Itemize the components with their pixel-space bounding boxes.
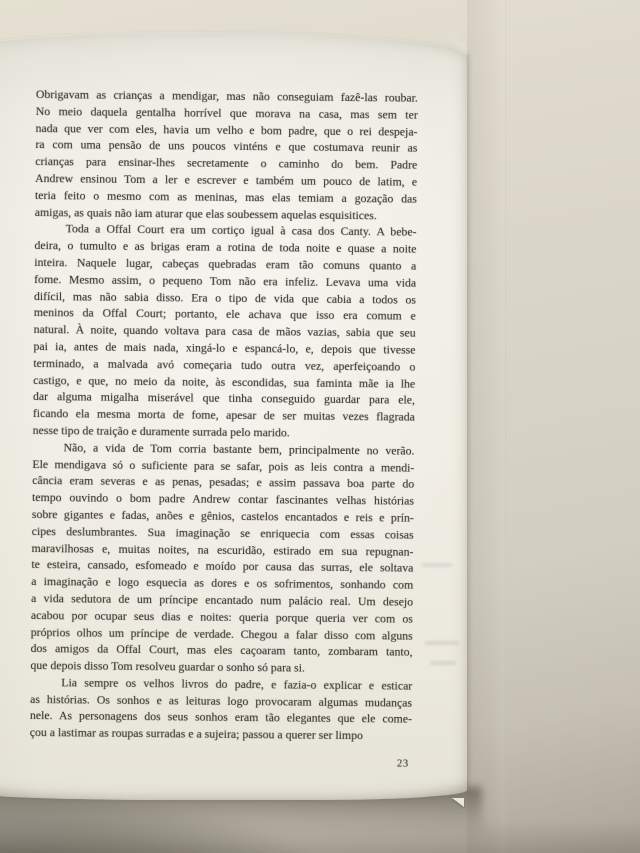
book-page (0, 33, 467, 800)
text-line: sobre gigantes e fadas, anões e gênios, castelos encantados e reis e prín- (31, 506, 414, 525)
page-corner-fold (445, 33, 467, 55)
text-line: cância eram severas e as penas, pesadas; e assim passava boa parte do (32, 473, 415, 491)
text-line: as histórias. Os sonhos e as leituras logo provocaram algumas mudanças (30, 691, 413, 710)
text-line: que depois disso Tom resolveu guardar o sonho só para si. (30, 658, 306, 675)
text-line: Ele mendigava só o suficiente para se safar, pois as leis contra a mendi- (32, 456, 415, 475)
paragraph (33, 220, 417, 442)
text-line: difícil, mas não sabia disso. Era o tipo de vida que cabia a todos os (33, 288, 417, 307)
text-line: Obrigavam as crianças a mendigar, mas não conseguiam fazê-las roubar. (35, 86, 418, 105)
text-line: deira, o tumulto e as brigas eram a rotina de toda noite e quase a noite (34, 238, 417, 256)
text-line: ra com uma pensão de uns poucos vinténs e que costumava reunir as (35, 137, 418, 156)
text-line: Andrew ensinou Tom a ler e escrever e também um pouco de latim, e (35, 170, 418, 189)
paragraph (30, 439, 414, 678)
page-corner-curl (452, 798, 464, 807)
text-line: dos amigos da Offal Court, mas eles caçoaram tanto, zombaram tanto, (30, 641, 413, 659)
text-line: ficando ela mesma morta de fome, apesar de ser muitas vezes flagrada (32, 406, 415, 424)
text-line: Lia sempre os velhos livros do padre, e fazia-o explicar e esticar (61, 675, 413, 693)
text-line: cipes deslumbrantes. Sua imaginação se enriquecia com essas coisas (31, 523, 414, 542)
text-line: maravilhosas e, muitas noites, na escuridão, estirado em sua repugnan- (31, 540, 414, 559)
text-line: nele. As personagens dos seus sonhos eram tão elegantes que ele come- (29, 708, 413, 727)
text-line: a vida sedutora de um príncipe encantado num palácio real. Um desejo (31, 590, 414, 609)
text-line: Não, a vida de Tom corria bastante bem, principalmente no verão. (63, 440, 415, 458)
page-number: 23 (396, 757, 409, 770)
text-line: crianças para ensinar-lhes secretamente o caminho do bem. Padre (35, 154, 418, 172)
text-line: castigo, e que, no meio da noite, às escondidas, sua faminta mãe ia lhe (33, 372, 416, 391)
text-line: dar alguma migalha miserável que tinha conseguido guardar para ele, (32, 389, 416, 407)
text-line: tempo ouvindo o bom padre Andrew contar fascinantes velhas histórias (31, 490, 415, 508)
text-block (29, 86, 418, 773)
paragraph (30, 674, 413, 745)
text-line: Toda a Offal Court era um cortiço igual à casa dos Canty. A bebe- (65, 221, 417, 240)
text-line: amigas, as quais não iam aturar que elas soubessem aquelas esquisitices. (34, 204, 377, 222)
text-line: fome. Mesmo assim, o pequeno Tom não era infeliz. Levava uma vida (34, 271, 417, 290)
text-line: nada que ver com eles, havia um velho e bom padre, que o rei despeja- (35, 120, 418, 139)
text-line: No meio daquela gentalha horrível que morava na casa, mas sem ter (35, 103, 418, 122)
text-line: a imaginação e logo esquecia as dores e os sofrimentos, sonhando com (31, 574, 414, 592)
paragraph (35, 86, 418, 224)
text-line: natural. À noite, quando voltava para casa de mãos vazias, sabia que seu (33, 322, 416, 340)
ink-showthrough (425, 641, 459, 645)
text-line: teria feito o mesmo com as meninas, mas elas temiam a gozação das (34, 187, 418, 206)
bottom-vignette (0, 820, 640, 853)
text-line: pai ia, antes de mais nada, xingá-lo e espancá-lo, e, depois que tivesse (33, 338, 416, 357)
text-line: terminado, a malvada avó começaria tudo outra vez, aperfeiçoando o (33, 355, 416, 374)
text-line: çou a lastimar as roupas surradas e a sujeira; passou a querer ser limpo (29, 725, 364, 743)
ink-showthrough (422, 563, 452, 567)
text-line: meninos da Offal Court; portanto, ele achava que isso era comum e (33, 305, 416, 324)
wall-shading (467, 0, 505, 853)
text-line: inteira. Naquele lugar, cabeças quebradas eram tão comuns quanto a (34, 254, 417, 273)
text-line: próprios olhos um príncipe de verdade. Chegou a falar disso com alguns (30, 624, 413, 643)
text-line: nesse tipo de traição e duramente surrada pelo marido. (32, 422, 290, 440)
ink-showthrough (430, 661, 456, 665)
text-line: acabou por ocupar seus dias e noites: queria porque queria ver com os (30, 607, 413, 626)
wall-seam (505, 0, 507, 853)
text-line: te esteira, cansado, esfomeado e moído por causa das surras, ele soltava (31, 557, 414, 575)
paragraphs (30, 86, 418, 745)
